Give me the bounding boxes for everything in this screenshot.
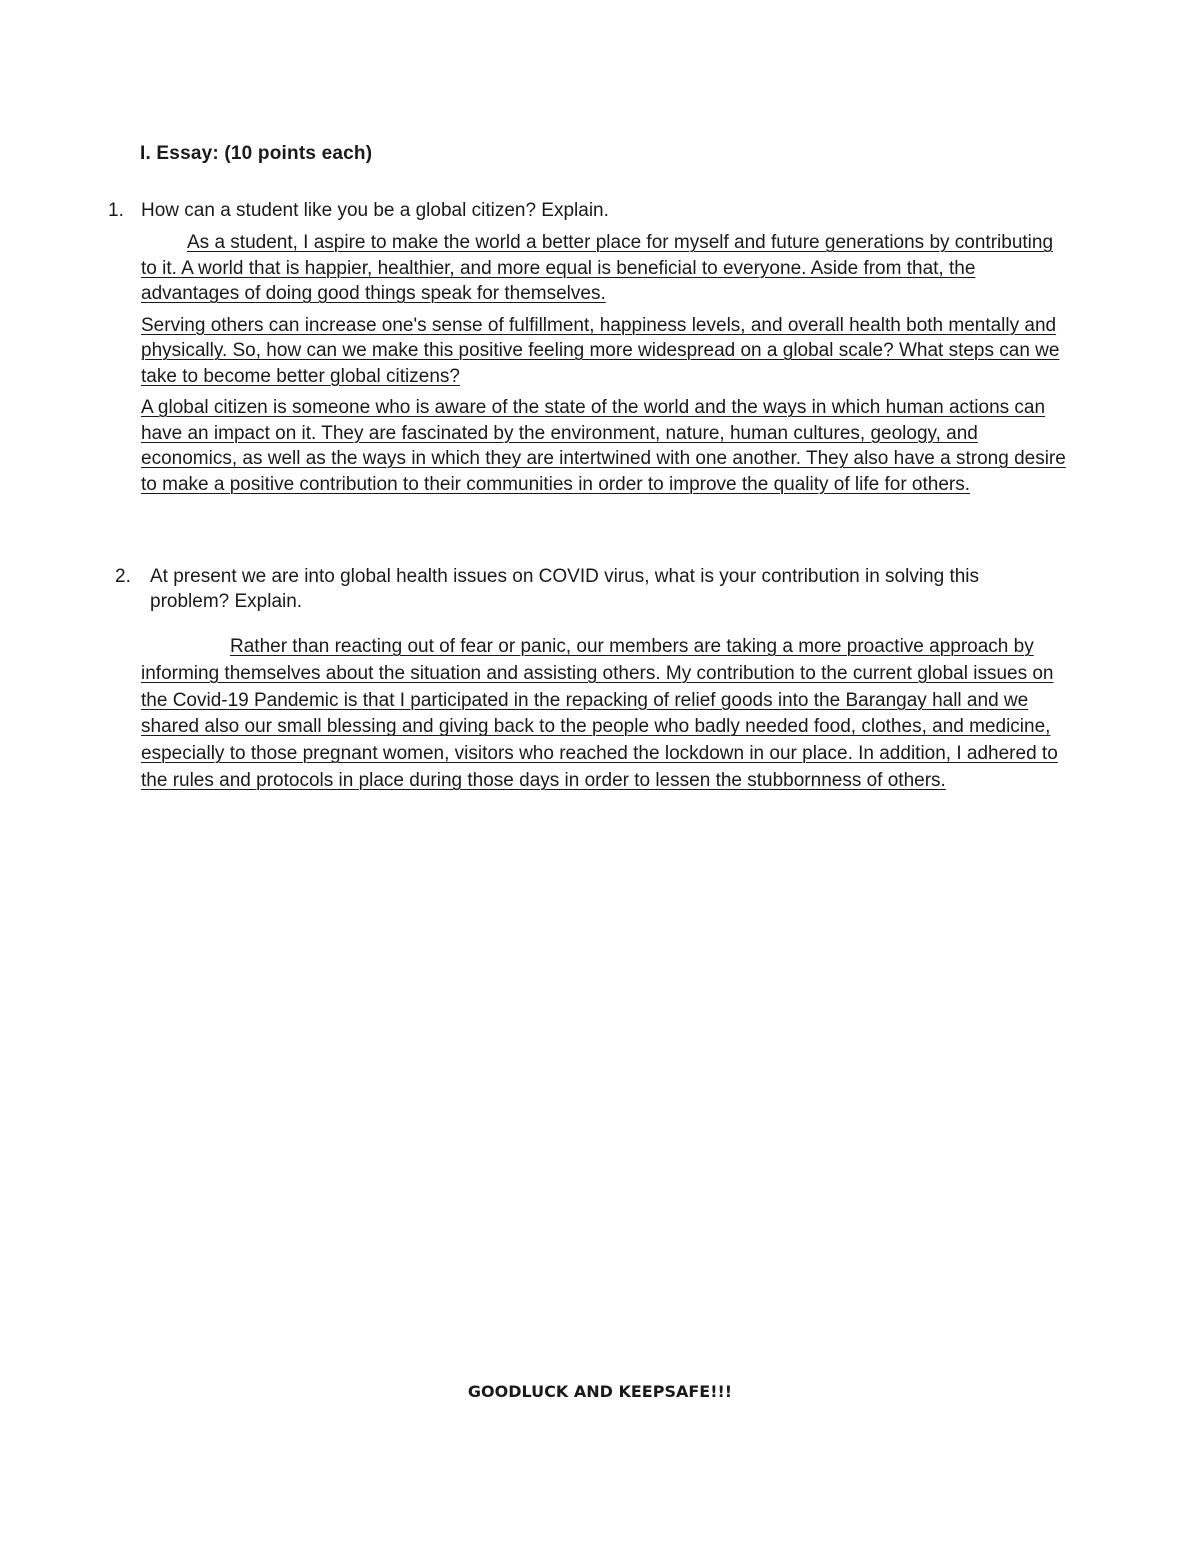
answer-2-paragraph-1: Rather than reacting out of fear or panic, our members are taking a more proactive approach by informing themselves about the situation and assisting others. My contribution to the current global issues on the Covid-19 Pandemic is that I participated in the repacking of relief goods into the Barangay hall and we shared also our small blessing and giving back to the people who badly needed food, clothes, and medicine, especially to those pregnant women, visitors who reached the lockdown in our place. In addition, I adhered to the rules and protocols in place during those days in order to lessen the stubbornness of others. — [141, 636, 1058, 791]
question-2-answer — [141, 634, 1066, 795]
question-1-prompt: How can a student like you be a global citizen? Explain. — [141, 200, 609, 221]
answer-1-paragraph-3: A global citizen is someone who is aware of the state of the world and the ways in which human actions can have an impact on it. They are fascinated by the environment, nature, human cultures, geology, and economics, as well as the ways in which they are intertwined with one another. They also have a strong desire to make a positive contribution to their communities in order to improve the quality of life for others. — [141, 397, 1066, 495]
question-1-answer — [141, 230, 1066, 497]
question-2-prompt: At present we are into global health issues on COVID virus, what is your contribution in solving this problem? Explain. — [150, 566, 980, 612]
question-2-number: 2. — [115, 566, 131, 587]
closing-message: GOODLUCK AND KEEPSAFE!!! — [467, 1382, 733, 1401]
answer-1-paragraph-2: Serving others can increase one's sense of fulfillment, happiness levels, and overall health both mentally and physically. So, how can we make this positive feeling more widespread on a global scale? What steps can we take to become better global citizens? — [141, 314, 1060, 387]
question-1-number: 1. — [108, 200, 124, 221]
answer-1-paragraph-1: As a student, I aspire to make the world a better place for myself and future generations by contributing to it. A world that is happier, healthier, and more equal is beneficial to everyone. Aside from that, the advantages of doing good things speak for themselves. — [141, 232, 1054, 304]
section-heading: I. Essay: (10 points each) — [140, 143, 373, 164]
